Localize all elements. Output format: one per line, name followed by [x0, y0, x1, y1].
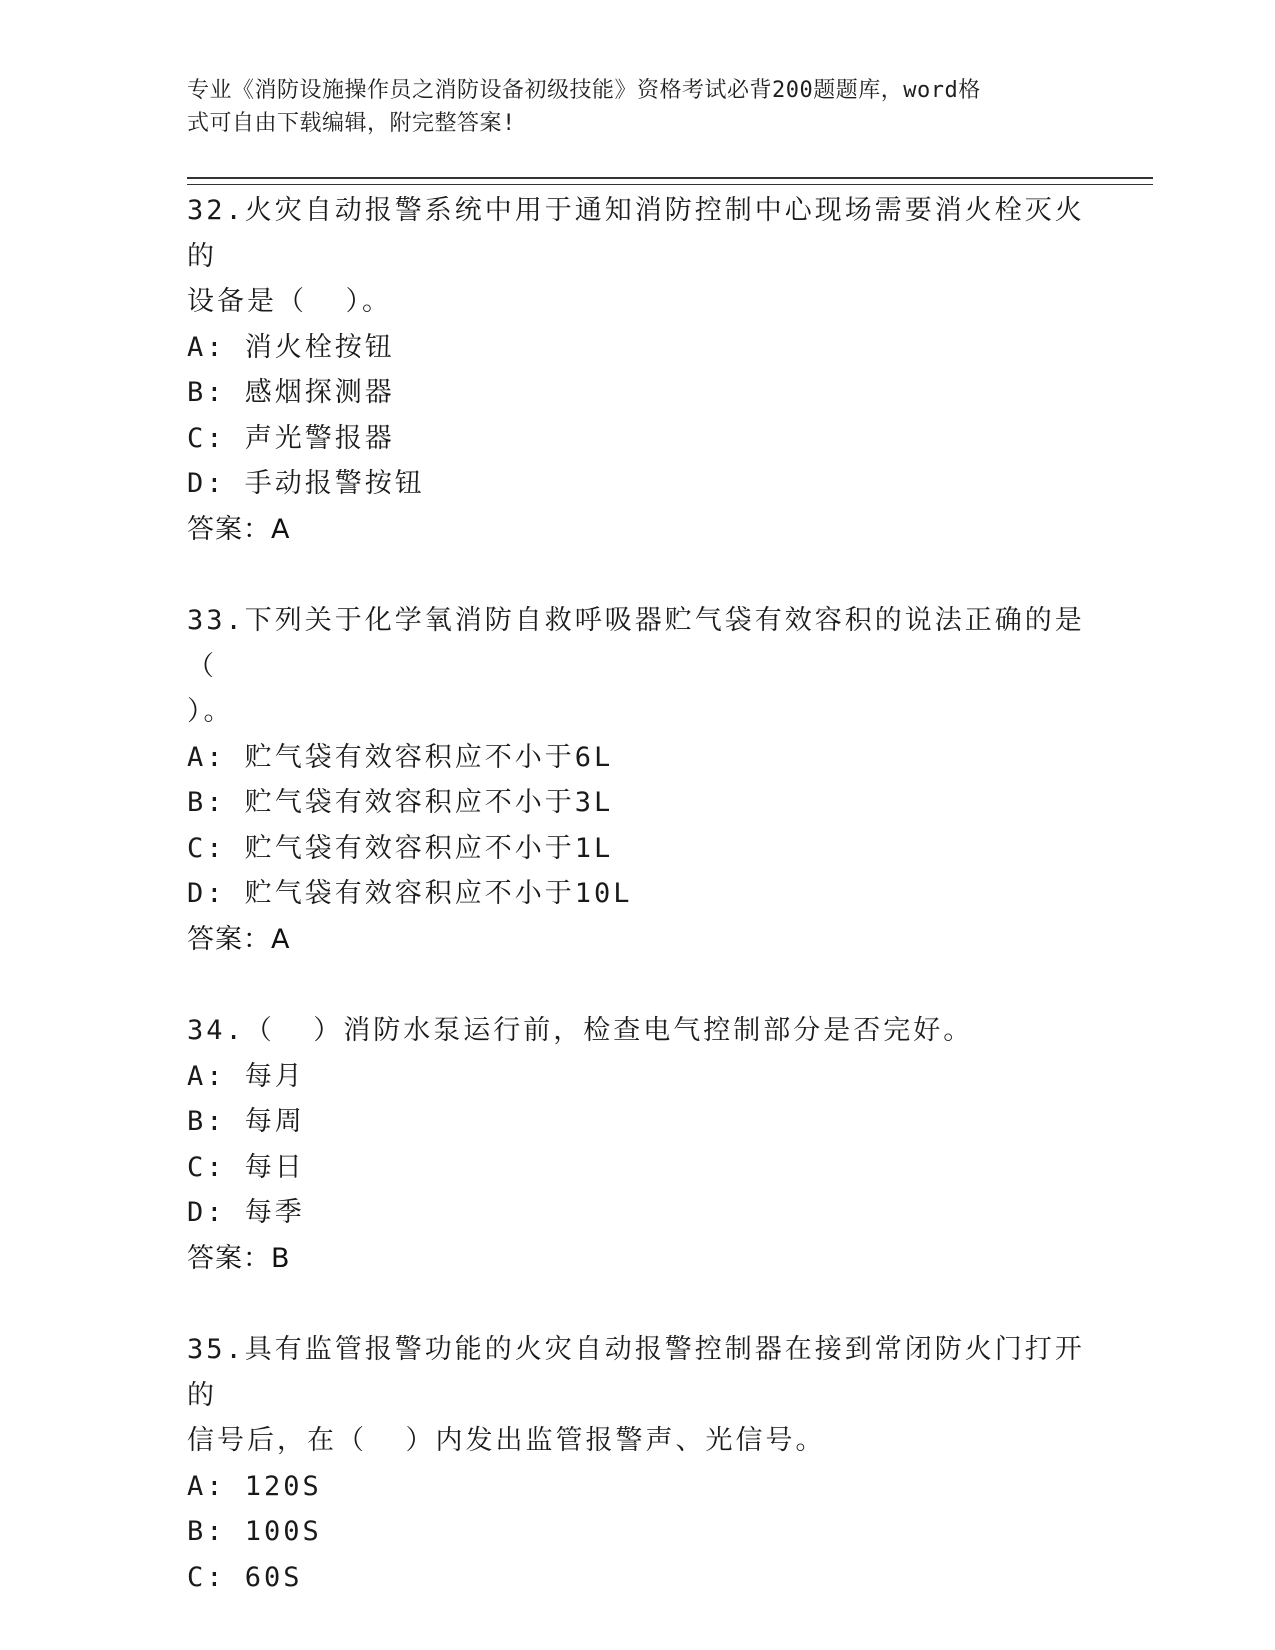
- option-d: D: 手动报警按钮: [187, 468, 425, 499]
- option-b: B: 100S: [187, 1516, 322, 1547]
- option-b: B: 每周: [187, 1106, 305, 1137]
- question-32: [187, 188, 1087, 552]
- header-rule-thin: [187, 184, 1153, 185]
- question-list: [187, 188, 1087, 1646]
- option-c: C: 60S: [187, 1561, 303, 1593]
- option-a: A: 120S: [187, 1470, 322, 1502]
- answer-line: 答案：A: [187, 923, 291, 955]
- option-a: A: 贮气袋有效容积应不小于6L: [187, 741, 614, 773]
- option-c: C: 声光警报器: [187, 422, 395, 454]
- question-stem: 32.火灾自动报警系统中用于通知消防控制中心现场需要消火栓灭火的 设备是（ ）。: [187, 195, 1085, 317]
- option-b: B: 感烟探测器: [187, 377, 395, 408]
- option-a: A: 每月: [187, 1060, 305, 1092]
- question-33: [187, 598, 1087, 962]
- answer-line: 答案：A: [187, 513, 291, 545]
- document-header: 专业《消防设施操作员之消防设备初级技能》资格考试必背200题题库，word格 式可自由下载编辑，附完整答案!: [187, 78, 981, 136]
- question-35: [187, 1327, 1087, 1600]
- option-c: C: 贮气袋有效容积应不小于1L: [187, 832, 614, 864]
- option-c: C: 每日: [187, 1151, 305, 1183]
- option-d: D: 每季: [187, 1197, 305, 1228]
- option-a: A: 消火栓按钮: [187, 331, 395, 363]
- header-rule-thick: [187, 177, 1153, 179]
- question-34: [187, 1008, 1087, 1281]
- option-d: D: 贮气袋有效容积应不小于10L: [187, 878, 633, 909]
- question-stem: 34.（ ）消防水泵运行前，检查电气控制部分是否完好。: [187, 1015, 974, 1046]
- question-stem: 33.下列关于化学氧消防自救呼吸器贮气袋有效容积的说法正确的是（ ）。: [187, 605, 1085, 727]
- question-stem: 35.具有监管报警功能的火灾自动报警控制器在接到常闭防火门打开的 信号后，在（ ）内发出监管报警声、光信号。: [187, 1334, 1085, 1456]
- answer-line: 答案：B: [187, 1242, 291, 1274]
- option-b: B: 贮气袋有效容积应不小于3L: [187, 787, 614, 818]
